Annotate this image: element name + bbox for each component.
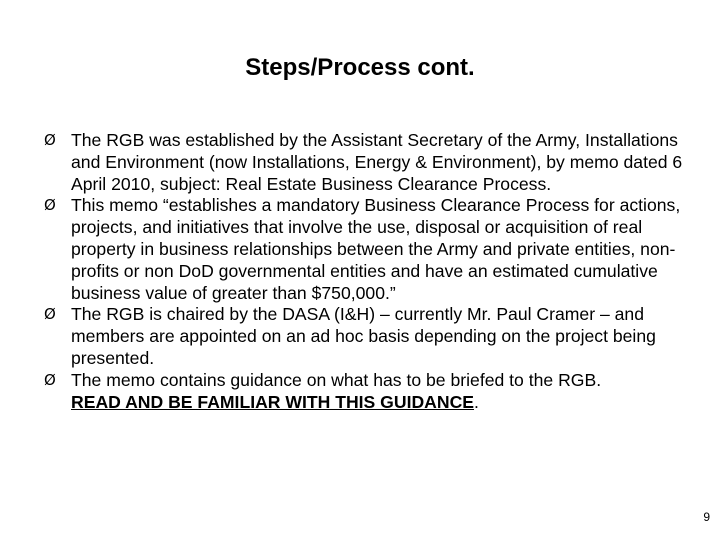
bullet-text: The memo contains guidance on what has to be briefed to the RGB.: [71, 369, 602, 390]
bullet-item: [44, 130, 694, 195]
slide-title: Steps/Process cont.: [245, 54, 475, 81]
arrow-bullet-icon: Ø: [44, 196, 56, 215]
arrow-bullet-icon: Ø: [44, 305, 56, 324]
arrow-bullet-icon: Ø: [44, 370, 56, 389]
bullet-item: [44, 370, 694, 414]
page-number: 9: [703, 510, 710, 524]
bullet-item: [44, 195, 694, 304]
bullet-text: The RGB is chaired by the DASA (I&H) – currently Mr. Paul Cramer – and members are appointed on an ad hoc basis depending on the project being presented.: [71, 304, 656, 368]
emphasis-text: READ AND BE FAMILIAR WITH THIS GUIDANCE: [71, 391, 475, 412]
bullet-list: [44, 130, 694, 413]
arrow-bullet-icon: Ø: [44, 131, 56, 149]
bullet-item: [44, 304, 694, 369]
emphasis-suffix: .: [474, 391, 479, 412]
bullet-text: The RGB was established by the Assistant Secretary of the Army, Installations and Environment (now Installations, Energy & Environment), by memo dated 6 April 2010, subject: Real Estate Business Clearance Process.: [71, 130, 683, 194]
bullet-text: This memo “establishes a mandatory Business Clearance Process for actions, projects, and initiatives that involve the use, disposal or acquisition of real property in business relationships between the Army and private entities, non-profits or non DoD governmental entities and have an estimated cumulative business value of greater than $750,000.”: [71, 195, 681, 303]
